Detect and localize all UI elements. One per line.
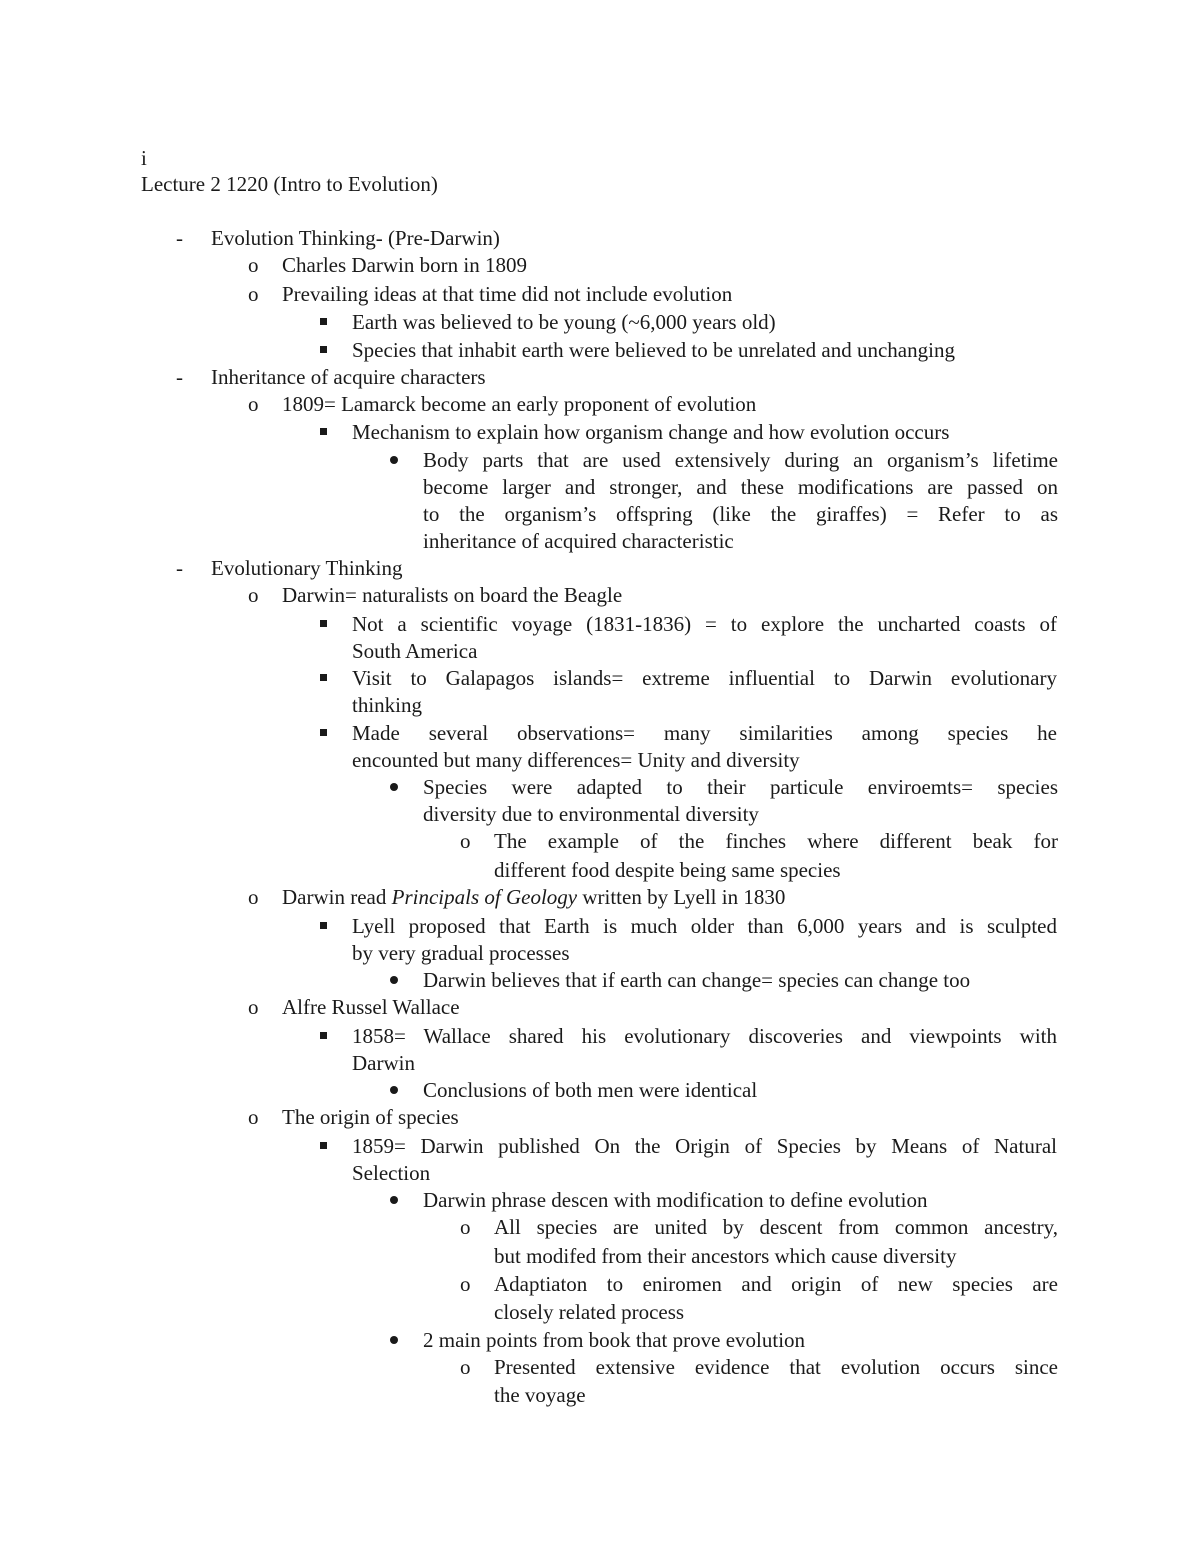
outline-item-level5: Presented extensive evidence that evolution occurs since <box>494 1355 1058 1379</box>
outline-item-level1: Inheritance of acquire characters <box>211 365 486 389</box>
round-bullet <box>390 976 398 984</box>
outline-item-level5-cont: different food despite being same species <box>494 858 841 882</box>
outline-item-level3: Not a scientific voyage (1831-1836) = to explore the uncharted coasts of <box>352 612 1057 636</box>
circle-bullet: o <box>248 253 259 277</box>
round-bullet <box>390 783 398 791</box>
round-bullet <box>390 1336 398 1344</box>
outline-item-level4: Species were adapted to their particule enviroemts= species <box>423 775 1058 799</box>
round-bullet <box>390 1086 398 1094</box>
circle-bullet: o <box>248 282 259 306</box>
square-bullet <box>320 318 327 325</box>
outline-item-level4-cont: diversity due to environmental diversity <box>423 802 759 826</box>
outline-item-level3: 1859= Darwin published On the Origin of Species by Means of Natural <box>352 1134 1057 1158</box>
outline-item-level4: Darwin phrase descen with modification to define evolution <box>423 1188 928 1212</box>
circle-bullet: o <box>248 1105 259 1129</box>
outline-item-level3: Species that inhabit earth were believed to be unrelated and unchanging <box>352 338 955 362</box>
circle-bullet: o <box>460 1355 471 1379</box>
outline-item-level4: Body parts that are used extensively during an organism’s lifetime <box>423 448 1058 472</box>
book-title-italic: Principals of Geology <box>391 885 578 909</box>
outline-item-level4: 2 main points from book that prove evolution <box>423 1328 806 1352</box>
circle-bullet: o <box>460 829 471 853</box>
outline-item-level3-cont: Darwin <box>352 1051 415 1075</box>
text-run: written by Lyell in 1830 <box>577 885 786 909</box>
square-bullet <box>320 346 327 353</box>
outline-item-level5: All species are united by descent from common ancestry, <box>494 1215 1058 1239</box>
outline-item-level3-cont: by very gradual processes <box>352 941 570 965</box>
outline-item-level3: Earth was believed to be young (~6,000 years old) <box>352 310 776 334</box>
outline-item-level5-cont: the voyage <box>494 1383 586 1407</box>
page-title: Lecture 2 1220 (Intro to Evolution) <box>141 172 438 196</box>
outline-item-level3-cont: encounted but many differences= Unity and diversity <box>352 748 800 772</box>
outline-item-level2: 1809= Lamarck become an early proponent of evolution <box>282 392 757 416</box>
square-bullet <box>320 428 327 435</box>
outline-item-level3: Made several observations= many similarities among species he <box>352 721 1057 745</box>
outline-item-level3-cont: thinking <box>352 693 423 717</box>
square-bullet <box>320 729 327 736</box>
outline-item-level1: Evolution Thinking- (Pre-Darwin) <box>211 226 500 250</box>
circle-bullet: o <box>248 885 259 909</box>
square-bullet <box>320 922 327 929</box>
outline-item-level3: Visit to Galapagos islands= extreme influential to Darwin evolutionary <box>352 666 1057 690</box>
outline-item-level5: Adaptiaton to eniromen and origin of new species are <box>494 1272 1058 1296</box>
square-bullet <box>320 674 327 681</box>
outline-item-level3: 1858= Wallace shared his evolutionary discoveries and viewpoints with <box>352 1024 1057 1048</box>
square-bullet <box>320 620 327 627</box>
round-bullet <box>390 456 398 464</box>
outline-item-level2: Darwin= naturalists on board the Beagle <box>282 583 623 607</box>
outline-item-level5-cont: but modifed from their ancestors which cause diversity <box>494 1244 957 1268</box>
circle-bullet: o <box>248 392 259 416</box>
outline-item-level5: The example of the finches where different beak for <box>494 829 1058 853</box>
outline-item-level3: Mechanism to explain how organism change and how evolution occurs <box>352 420 950 444</box>
outline-item-level4-cont: inheritance of acquired characteristic <box>423 529 734 553</box>
outline-item-level1: Evolutionary Thinking <box>211 556 403 580</box>
circle-bullet: o <box>248 995 259 1019</box>
outline-item-level5-cont: closely related process <box>494 1300 685 1324</box>
outline-item-level4: Darwin believes that if earth can change= species can change too <box>423 968 971 992</box>
circle-bullet: o <box>460 1272 471 1296</box>
outline-item-level3-cont: Selection <box>352 1161 431 1185</box>
outline-item-level4-cont: to the organism’s offspring (like the giraffes) = Refer to as <box>423 502 1058 526</box>
text-run: Darwin read <box>282 885 392 909</box>
page-mark: i <box>141 146 147 170</box>
outline-item-level3-cont: South America <box>352 639 478 663</box>
outline-item-level2: Alfre Russel Wallace <box>282 995 460 1019</box>
dash-bullet: - <box>176 365 183 389</box>
outline-item-level3: Lyell proposed that Earth is much older than 6,000 years and is sculpted <box>352 914 1057 938</box>
outline-item-level2: The origin of species <box>282 1105 459 1129</box>
dash-bullet: - <box>176 226 183 250</box>
outline-item-level4-cont: become larger and stronger, and these modifications are passed on <box>423 475 1058 499</box>
outline-item-level2 <box>282 884 785 910</box>
outline-item-level2: Charles Darwin born in 1809 <box>282 253 527 277</box>
outline-item-level4: Conclusions of both men were identical <box>423 1078 758 1102</box>
square-bullet <box>320 1032 327 1039</box>
dash-bullet: - <box>176 556 183 580</box>
outline-item-level2: Prevailing ideas at that time did not include evolution <box>282 282 733 306</box>
round-bullet <box>390 1196 398 1204</box>
circle-bullet: o <box>460 1215 471 1239</box>
circle-bullet: o <box>248 583 259 607</box>
square-bullet <box>320 1142 327 1149</box>
